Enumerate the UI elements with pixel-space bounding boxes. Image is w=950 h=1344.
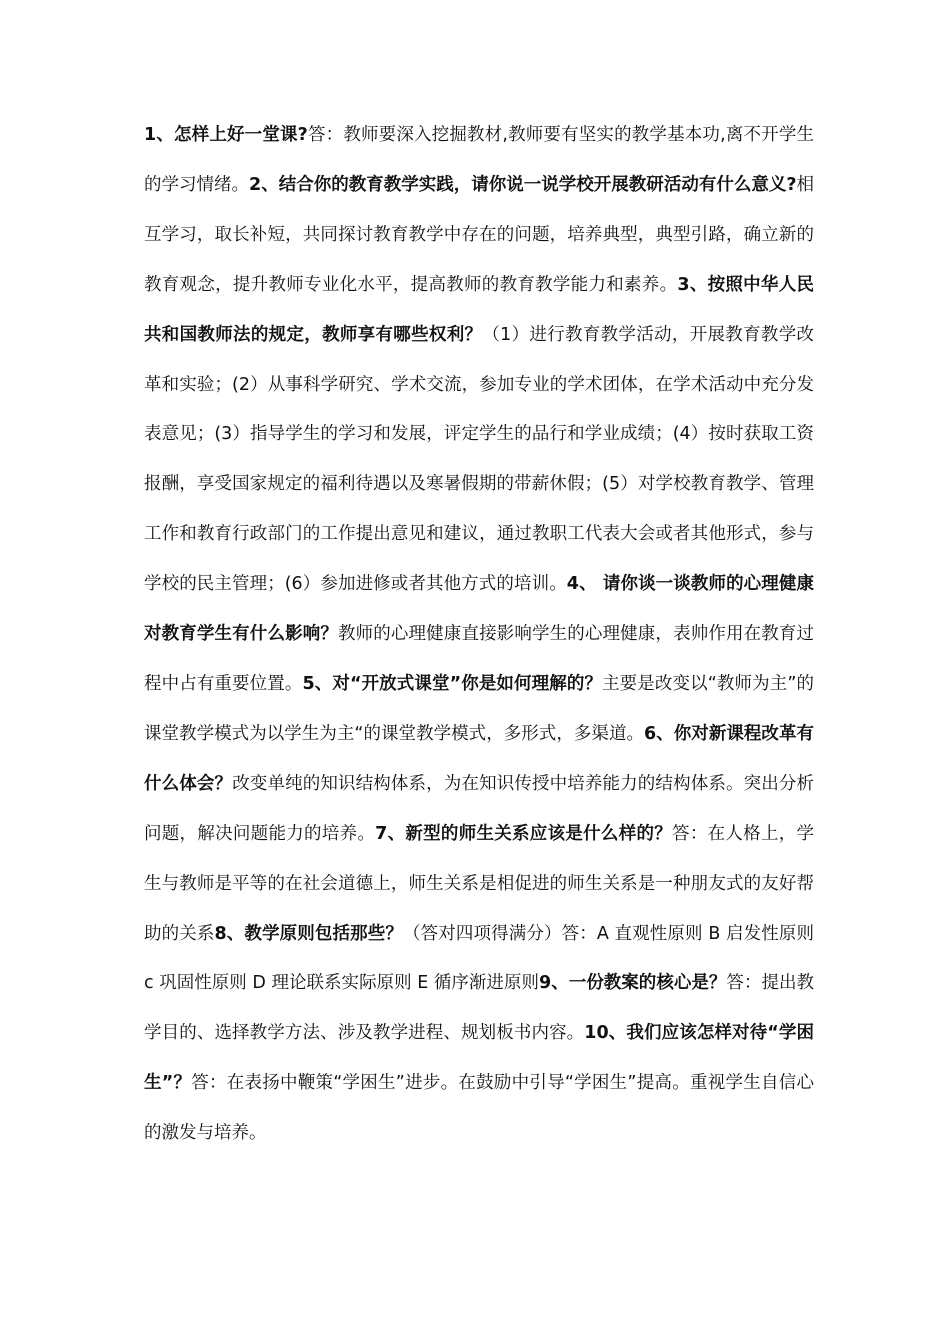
question-9: 9、一份教案的核心是？ — [539, 973, 727, 994]
question-10: 10、我们应该怎样对待“学困生”？ — [144, 1023, 814, 1094]
question-8: 8、教学原则包括那些？ — [214, 923, 404, 944]
answer-2: 相互学习，取长补短，共同探讨教育教学中存在的问题，培养典型，典型引路，确立新的教育观念，提升教师专业化水平，提高教师的教育教学能力和素养。 — [144, 174, 815, 295]
question-4: 4、 请你谈一谈教师的心理健康对教育学生有什么影响？ — [144, 574, 814, 645]
question-6: 6、你对新课程改革有什么体会？ — [144, 723, 814, 794]
answer-4: 教师的心理健康直接影响学生的心理健康，表帅作用在教育过程中占有重要位置。 — [144, 624, 815, 694]
answer-6: 改变单纯的知识结构体系，为在知识传授中培养能力的结构体系。突出分析问题，解决问题能力的培养。 — [144, 773, 815, 844]
answer-9: 答：提出教学目的、选择教学方法、涉及教学进程、规划板书内容。 — [144, 973, 815, 1044]
question-2: 2、结合你的教育教学实践，请你说一说学校开展教研活动有什么意义? — [249, 174, 797, 195]
question-5: 5、对“开放式课堂”你是如何理解的？ — [302, 673, 603, 694]
answer-10: 答：在表扬中鞭策“学困生”进步。在鼓励中引导“学困生”提高。重视学生自信心的激发与培养。 — [144, 1073, 814, 1144]
answer-3: （1）进行教育教学活动，开展教育教学改革和实验；(2）从事科学研究、学术交流，参加专业的学术团体，在学术活动中充分发表意见；(3）指导学生的学习和发展，评定学生的品行和学业成绩；(4）按时获取工资报酬，享受国家规定的福利待遇以及寒暑假期的带薪休假；(5）对学校教育教学、管理工作和教育行政部门的工作提出意见和建议，通过教职工代表大会或者其他形式，参与学校的民主管理；(6）参加进修或者其他方式的培训。 — [144, 324, 815, 595]
answer-8: （答对四项得满分）答：A 直观性原则 B 启发性原则 c 巩固性原则 D 理论联系实际原则 E 循序渐进原则 — [144, 923, 815, 994]
question-1: 1、怎样上好一堂课? — [144, 125, 308, 145]
answer-7: 答：在人格上，学生与教师是平等的在社会道德上，师生关系是相促进的师生关系是一种朋友式的友好帮助的关系 — [144, 823, 814, 944]
answer-5: 主要是改变以“教师为主”的课堂教学模式为以学生为主“的课堂教学模式，多形式，多渠道。 — [144, 673, 814, 744]
question-3: 3、按照中华人民共和国教师法的规定，教师享有哪些权利？ — [144, 274, 814, 345]
question-7: 7、新型的师生关系应该是什么样的？ — [375, 823, 673, 844]
answer-1: 答：教师要深入挖掘教材,教师要有坚实的教学基本功,离不开学生的学习情绪。 — [144, 125, 815, 195]
qa-body-text — [144, 111, 814, 1159]
